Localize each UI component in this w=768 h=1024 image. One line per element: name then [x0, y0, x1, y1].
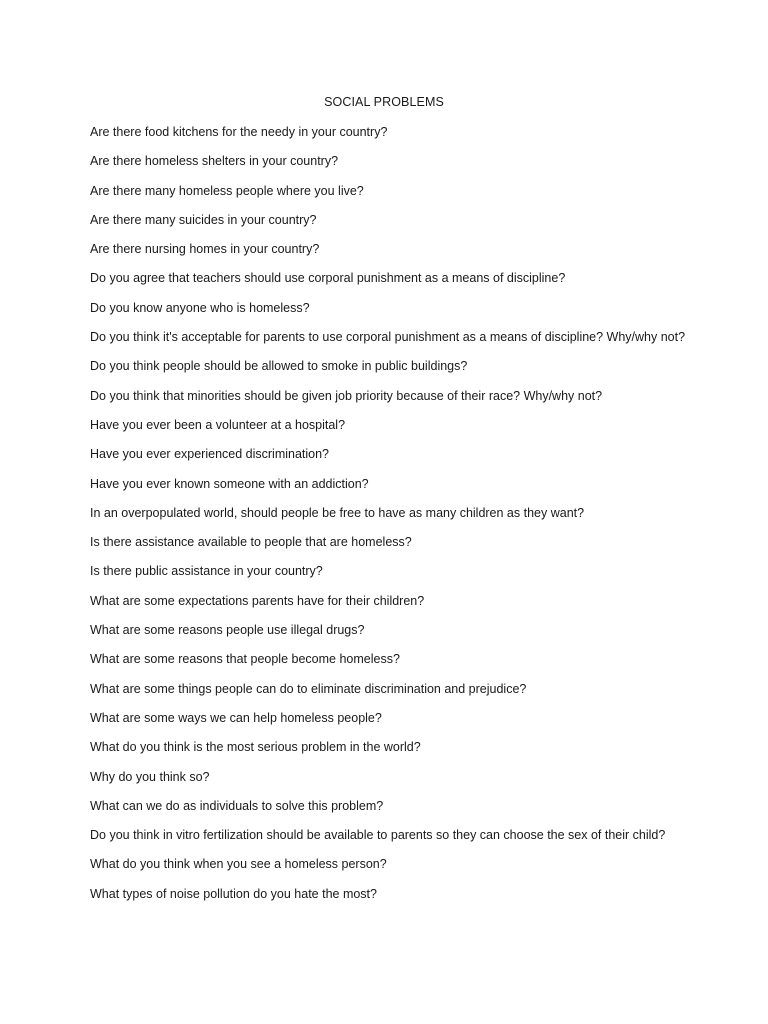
question-item: Do you agree that teachers should use corporal punishment as a means of discipline?	[90, 271, 566, 286]
question-item: In an overpopulated world, should people be free to have as many children as they want?	[90, 505, 585, 520]
question-item: What are some reasons that people become homeless?	[90, 652, 400, 667]
question-item: Do you know anyone who is homeless?	[90, 300, 310, 315]
document-title: SOCIAL PROBLEMS	[324, 95, 444, 109]
question-item: Are there food kitchens for the needy in your country?	[90, 125, 388, 139]
question-item: What do you think is the most serious problem in the world?	[90, 740, 421, 755]
question-item: What do you think when you see a homeless person?	[90, 857, 387, 872]
question-item: Do you think it's acceptable for parents to use corporal punishment as a means of discipline? Why/why not?	[90, 330, 686, 345]
question-item: Are there many suicides in your country?	[90, 212, 317, 227]
question-item: What are some reasons people use illegal drugs?	[90, 623, 365, 638]
question-item: Are there many homeless people where you live?	[90, 183, 364, 198]
question-item: What are some ways we can help homeless people?	[90, 710, 382, 725]
question-item: Do you think in vitro fertilization should be available to parents so they can choose the sex of their child?	[90, 828, 666, 843]
question-item: Have you ever been a volunteer at a hospital?	[90, 417, 346, 432]
question-item: What types of noise pollution do you hate the most?	[90, 886, 377, 901]
question-item: Is there public assistance in your country?	[90, 564, 323, 579]
question-item: Have you ever experienced discrimination?	[90, 447, 330, 462]
question-item: Why do you think so?	[90, 769, 210, 784]
question-item: Do you think people should be allowed to smoke in public buildings?	[90, 359, 468, 374]
question-item: Have you ever known someone with an addiction?	[90, 476, 369, 491]
question-item: Are there homeless shelters in your country?	[90, 154, 339, 169]
question-list	[90, 123, 690, 914]
question-item: What are some expectations parents have for their children?	[90, 593, 425, 608]
question-item: What are some things people can do to eliminate discrimination and prejudice?	[90, 681, 527, 696]
question-item: Is there assistance available to people that are homeless?	[90, 535, 412, 550]
question-item: Do you think that minorities should be given job priority because of their race? Why/why not?	[90, 388, 603, 403]
question-item: What can we do as individuals to solve this problem?	[90, 798, 384, 813]
question-item: Are there nursing homes in your country?	[90, 242, 320, 257]
